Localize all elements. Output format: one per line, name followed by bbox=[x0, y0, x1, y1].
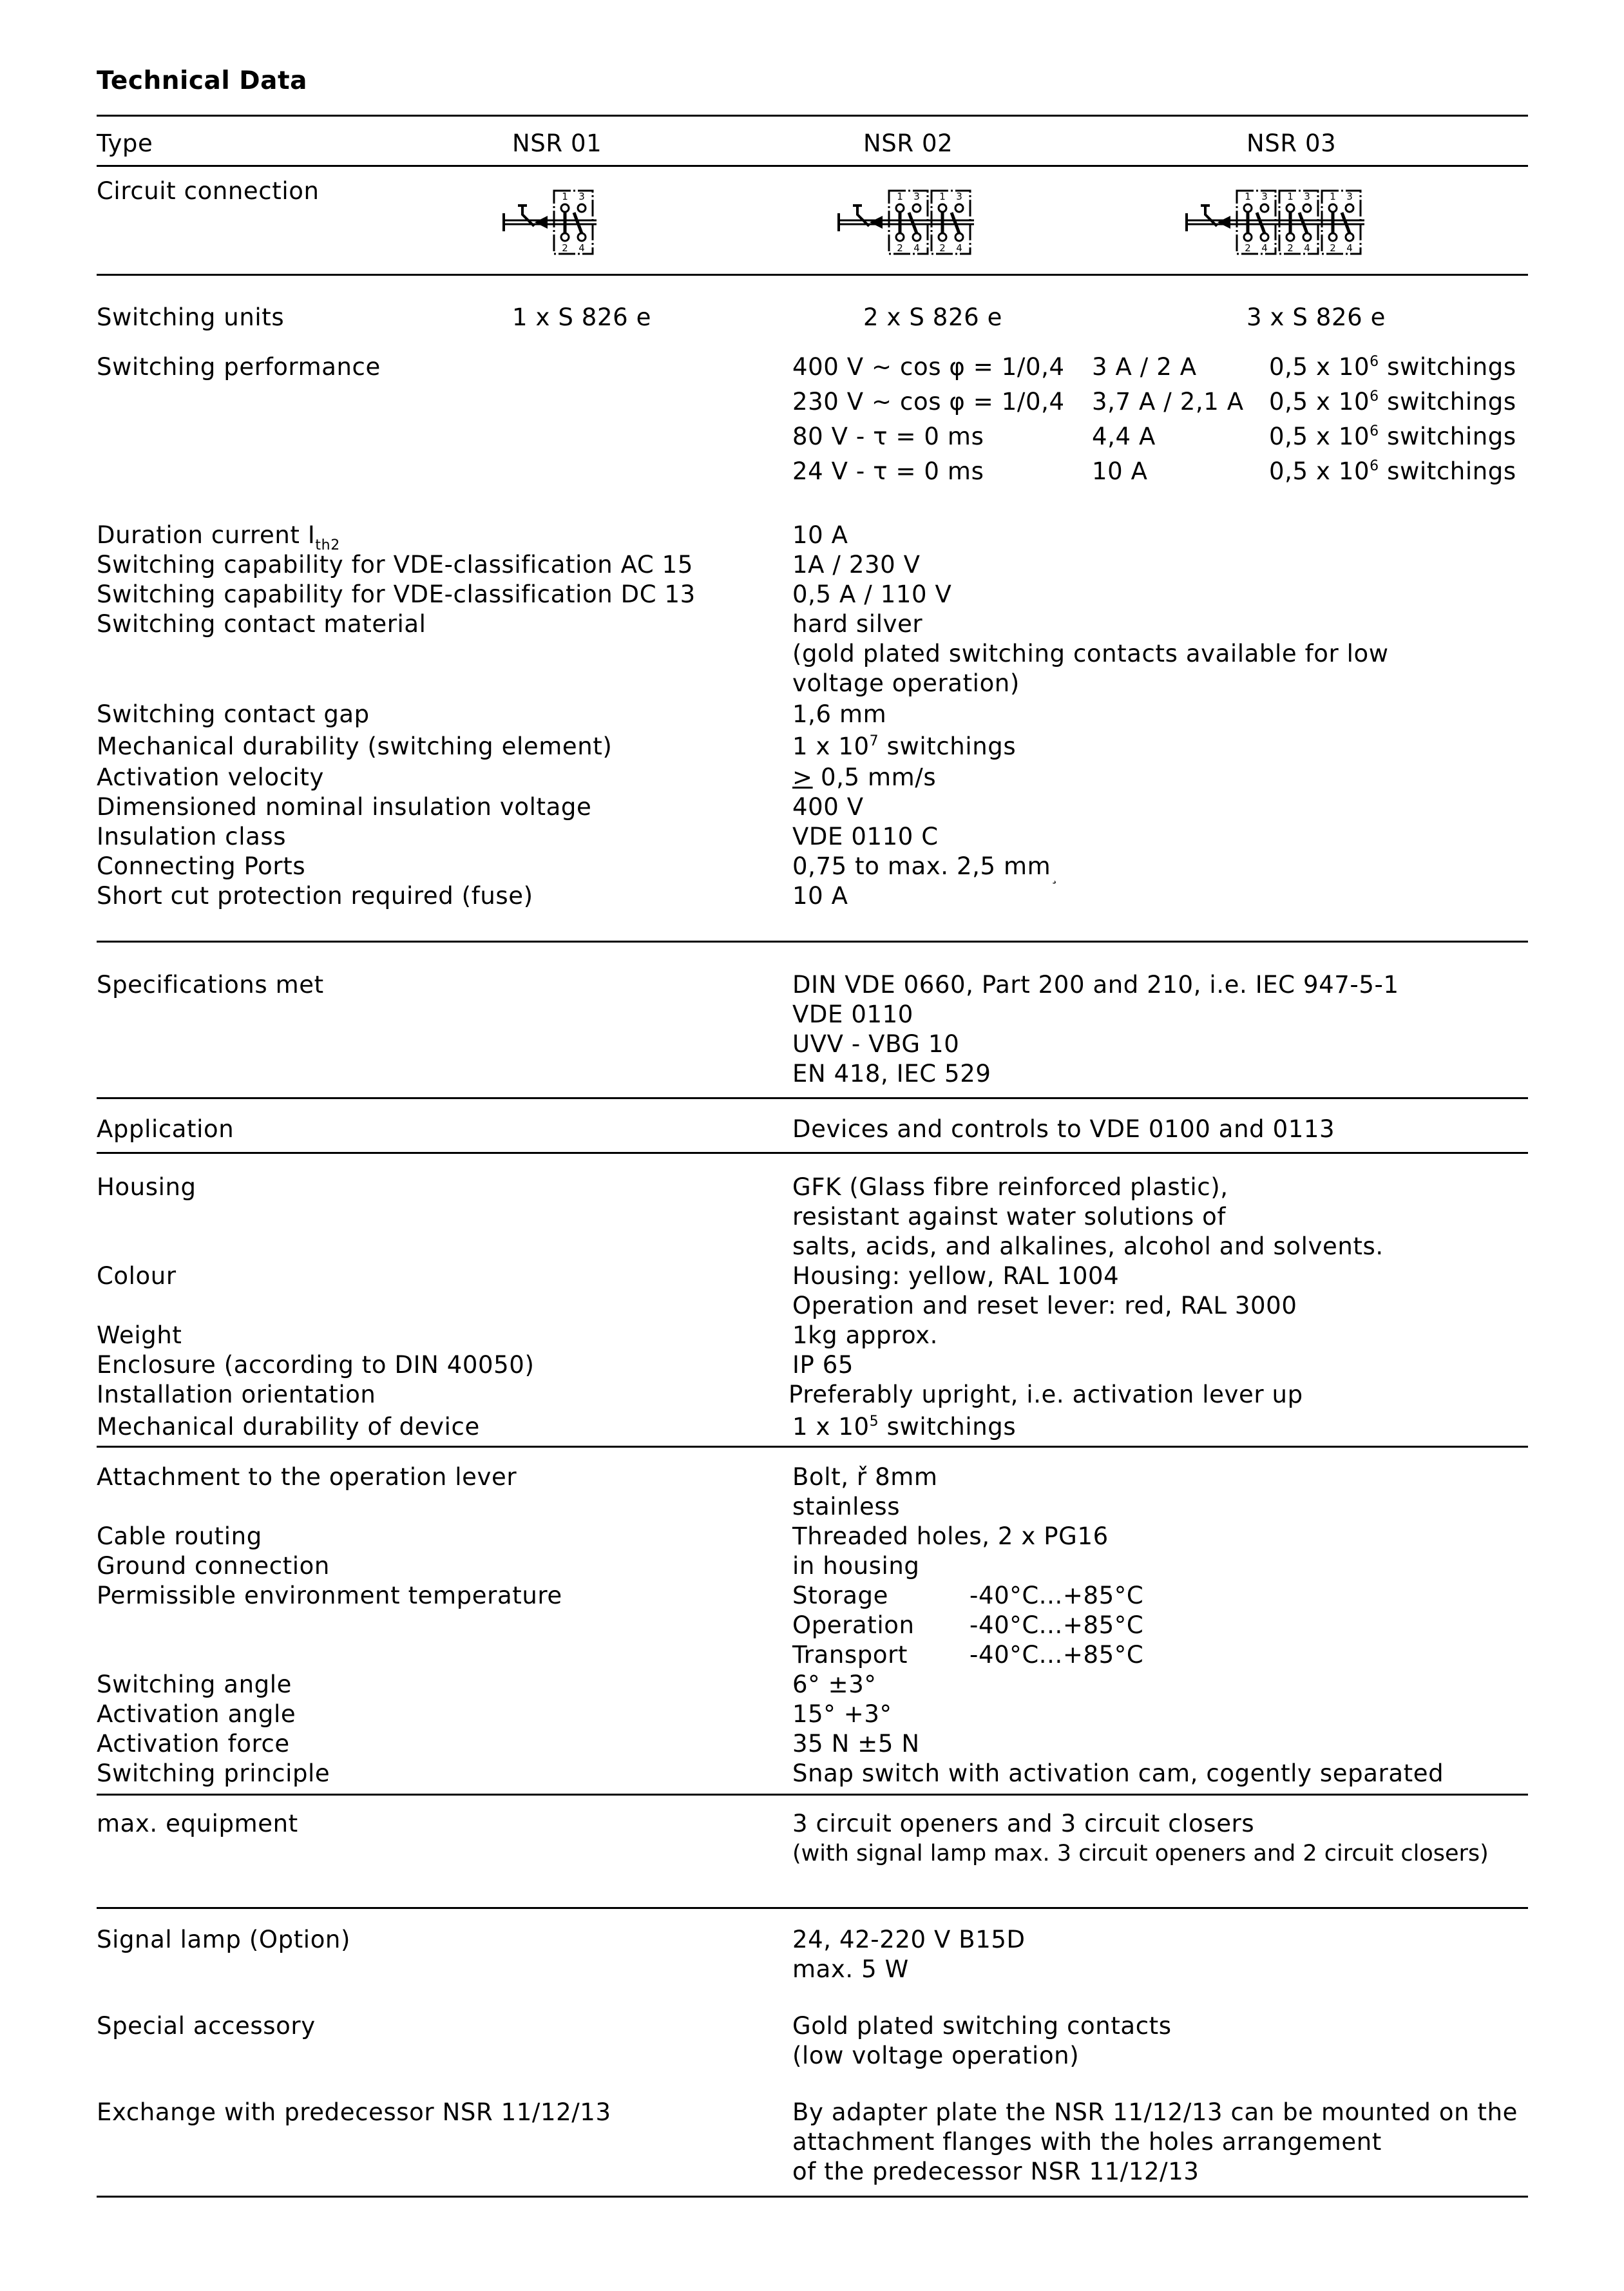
perf-current: 3,7 A / 2,1 A bbox=[1092, 388, 1244, 416]
temperature-label: Permissible environment temperature bbox=[97, 1582, 562, 1609]
specification-item: UVV - VBG 10 bbox=[792, 1030, 960, 1058]
contact-number: 1 bbox=[1245, 191, 1251, 202]
perf-life: 0,5 x $10^6$ switchings bbox=[1269, 457, 1516, 485]
perf-voltage: 80 V - τ = 0 ms bbox=[792, 423, 984, 450]
exchange-value-1: By adapter plate the NSR 11/12/13 can be mounted on the bbox=[792, 2098, 1518, 2126]
switching-principle-value: Snap switch with activation cam, cogently separated bbox=[792, 1759, 1444, 1787]
switching-units-nsr01: 1 x S 826 e bbox=[512, 303, 651, 331]
short-cut-label: Short cut protection required (fuse) bbox=[97, 882, 533, 910]
housing-label: Housing bbox=[97, 1173, 196, 1201]
ground-label: Ground connection bbox=[97, 1552, 330, 1580]
contact-number: 2 bbox=[562, 242, 568, 254]
attachment-value-2: stainless bbox=[792, 1493, 901, 1520]
activation-force-value: 35 N ±5 N bbox=[792, 1730, 920, 1758]
type-label: Type bbox=[97, 129, 153, 157]
divider bbox=[97, 115, 1528, 117]
contact-number: 1 bbox=[939, 191, 946, 202]
contact-number: 1 bbox=[1330, 191, 1336, 202]
cable-routing-label: Cable routing bbox=[97, 1522, 262, 1550]
ac15-label: Switching capability for VDE-classification AC 15 bbox=[97, 551, 693, 579]
contact-material-value-1: hard silver bbox=[792, 610, 923, 638]
switching-units-label: Switching units bbox=[97, 303, 285, 331]
contact-number: 3 bbox=[1304, 191, 1310, 202]
perf-current: 10 A bbox=[1092, 457, 1148, 485]
switching-angle-label: Switching angle bbox=[97, 1671, 292, 1698]
activation-velocity-label: Activation velocity bbox=[97, 763, 324, 791]
specification-item: DIN VDE 0660, Part 200 and 210, i.e. IEC 947-5-1 bbox=[792, 971, 1399, 999]
specifications-label: Specifications met bbox=[97, 971, 324, 999]
switching-units-nsr02: 2 x S 826 e bbox=[863, 303, 1002, 331]
device-durability-value: 1 x $10^5$ switchings bbox=[792, 1413, 1017, 1441]
switching-performance-label: Switching performance bbox=[97, 353, 381, 381]
divider bbox=[97, 941, 1528, 943]
dc13-value: 0,5 A / 110 V bbox=[792, 580, 952, 608]
exchange-label: Exchange with predecessor NSR 11/12/13 bbox=[97, 2098, 611, 2126]
divider bbox=[97, 1794, 1528, 1796]
device-durability-label: Mechanical durability of device bbox=[97, 1413, 480, 1441]
exchange-value-2: attachment flanges with the holes arrangement bbox=[792, 2128, 1382, 2156]
enclosure-label: Enclosure (according to DIN 40050) bbox=[97, 1351, 535, 1379]
colour-label: Colour bbox=[97, 1262, 177, 1290]
circuit-diagram-nsr01 bbox=[502, 187, 603, 260]
perf-life: 0,5 x $10^6$ switchings bbox=[1269, 353, 1516, 381]
switching-principle-label: Switching principle bbox=[97, 1759, 330, 1787]
divider bbox=[97, 1907, 1528, 1909]
contact-number: 3 bbox=[913, 191, 920, 202]
specification-item: VDE 0110 bbox=[792, 1001, 913, 1028]
special-accessory-label: Special accessory bbox=[97, 2012, 316, 2040]
activation-angle-label: Activation angle bbox=[97, 1700, 296, 1728]
contact-material-label: Switching contact material bbox=[97, 610, 426, 638]
colour-value-2: Operation and reset lever: red, RAL 3000 bbox=[792, 1292, 1297, 1319]
circuit-connection-label: Circuit connection bbox=[97, 177, 320, 205]
activation-force-label: Activation force bbox=[97, 1730, 290, 1758]
dc13-label: Switching capability for VDE-classification DC 13 bbox=[97, 580, 696, 608]
contact-number: 1 bbox=[1287, 191, 1294, 202]
contact-number: 3 bbox=[956, 191, 962, 202]
max-equipment-value-2: (with signal lamp max. 3 circuit openers and 2 circuit closers) bbox=[792, 1841, 1489, 1866]
type-nsr01: NSR 01 bbox=[512, 129, 602, 157]
weight-value: 1kg approx. bbox=[792, 1321, 939, 1349]
mech-durability-value: 1 x $10^7$ switchings bbox=[792, 733, 1017, 760]
special-accessory-value-2: (low voltage operation) bbox=[792, 2042, 1080, 2069]
contact-number: 3 bbox=[1261, 191, 1268, 202]
housing-value-3: salts, acids, and alkalines, alcohol and solvents. bbox=[792, 1232, 1384, 1260]
contact-number: 2 bbox=[1287, 242, 1294, 254]
application-label: Application bbox=[97, 1115, 234, 1143]
perf-voltage: 400 V ~ cos φ = 1/0,4 bbox=[792, 353, 1065, 381]
insulation-voltage-label: Dimensioned nominal insulation voltage bbox=[97, 793, 592, 821]
exchange-value-3: of the predecessor NSR 11/12/13 bbox=[792, 2158, 1199, 2185]
attachment-value-1: Bolt, ř 8mm bbox=[792, 1463, 938, 1491]
temperature-storage-name: Storage bbox=[792, 1582, 888, 1609]
circuit-symbol-icon bbox=[1185, 187, 1371, 258]
ground-value: in housing bbox=[792, 1552, 920, 1580]
signal-lamp-value-2: max. 5 W bbox=[792, 1955, 909, 1983]
divider bbox=[97, 1152, 1528, 1154]
circuit-symbol-icon bbox=[502, 187, 603, 258]
contact-number: 1 bbox=[897, 191, 903, 202]
circuit-diagram-nsr02 bbox=[837, 187, 980, 260]
temperature-transport-name: Transport bbox=[792, 1641, 908, 1669]
perf-voltage: 230 V ~ cos φ = 1/0,4 bbox=[792, 388, 1065, 416]
orientation-value: Preferably upright, i.e. activation lever up bbox=[788, 1381, 1303, 1408]
max-equipment-value-1: 3 circuit openers and 3 circuit closers bbox=[792, 1810, 1255, 1837]
cable-routing-value: Threaded holes, 2 x PG16 bbox=[792, 1522, 1109, 1550]
mech-durability-label: Mechanical durability (switching element) bbox=[97, 733, 613, 760]
contact-gap-value: 1,6 mm bbox=[792, 700, 887, 728]
contact-number: 1 bbox=[562, 191, 568, 202]
contact-gap-label: Switching contact gap bbox=[97, 700, 370, 728]
colour-value-1: Housing: yellow, RAL 1004 bbox=[792, 1262, 1120, 1290]
temperature-operation-name: Operation bbox=[792, 1611, 915, 1639]
divider bbox=[97, 1446, 1528, 1448]
contact-number: 4 bbox=[578, 242, 585, 254]
divider bbox=[97, 274, 1528, 276]
switching-units-nsr03: 3 x S 826 e bbox=[1247, 303, 1386, 331]
contact-number: 4 bbox=[956, 242, 962, 254]
orientation-label: Installation orientation bbox=[97, 1381, 376, 1408]
enclosure-value: IP 65 bbox=[792, 1351, 854, 1379]
insulation-voltage-value: 400 V bbox=[792, 793, 864, 821]
activation-angle-value: 15° +3° bbox=[792, 1700, 892, 1728]
contact-number: 4 bbox=[1304, 242, 1310, 254]
housing-value-1: GFK (Glass fibre reinforced plastic), bbox=[792, 1173, 1228, 1201]
switching-angle-value: 6° ±3° bbox=[792, 1671, 877, 1698]
contact-number: 3 bbox=[1346, 191, 1353, 202]
perf-voltage: 24 V - τ = 0 ms bbox=[792, 457, 984, 485]
short-cut-value: 10 A bbox=[792, 882, 848, 910]
temperature-operation-range: -40°C...+85°C bbox=[970, 1611, 1144, 1639]
special-accessory-value-1: Gold plated switching contacts bbox=[792, 2012, 1172, 2040]
insulation-class-label: Insulation class bbox=[97, 823, 287, 850]
contact-material-value-2: (gold plated switching contacts available for low bbox=[792, 640, 1389, 667]
perf-life: 0,5 x $10^6$ switchings bbox=[1269, 388, 1516, 416]
perf-life: 0,5 x $10^6$ switchings bbox=[1269, 423, 1516, 450]
connecting-ports-value: 0,75 to max. 2,5 $mm_¸$ bbox=[792, 852, 1058, 885]
max-equipment-label: max. equipment bbox=[97, 1810, 298, 1837]
contact-number: 4 bbox=[1261, 242, 1268, 254]
attachment-label: Attachment to the operation lever bbox=[97, 1463, 517, 1491]
signal-lamp-value-1: 24, 42-220 V B15D bbox=[792, 1926, 1026, 1953]
page-title: Technical Data bbox=[97, 66, 307, 95]
contact-number: 2 bbox=[1245, 242, 1251, 254]
contact-number: 4 bbox=[1346, 242, 1353, 254]
type-nsr03: NSR 03 bbox=[1247, 129, 1337, 157]
activation-velocity-value: > 0,5 mm/s bbox=[792, 763, 937, 791]
perf-current: 4,4 A bbox=[1092, 423, 1156, 450]
duration-current-value: 10 A bbox=[792, 521, 848, 549]
specification-item: EN 418, IEC 529 bbox=[792, 1060, 991, 1088]
connecting-ports-label: Connecting Ports bbox=[97, 852, 306, 880]
ac15-value: 1A / 230 V bbox=[792, 551, 921, 579]
contact-number: 4 bbox=[913, 242, 920, 254]
duration-current-label: Duration current $I_{th2}$ bbox=[97, 521, 340, 553]
housing-value-2: resistant against water solutions of bbox=[792, 1203, 1227, 1231]
temperature-transport-range: -40°C...+85°C bbox=[970, 1641, 1144, 1669]
application-value: Devices and controls to VDE 0100 and 0113 bbox=[792, 1115, 1335, 1143]
contact-number: 2 bbox=[1330, 242, 1336, 254]
contact-material-value-3: voltage operation) bbox=[792, 669, 1020, 697]
type-nsr02: NSR 02 bbox=[863, 129, 953, 157]
signal-lamp-label: Signal lamp (Option) bbox=[97, 1926, 351, 1953]
contact-number: 2 bbox=[897, 242, 903, 254]
contact-number: 2 bbox=[939, 242, 946, 254]
circuit-symbol-icon bbox=[837, 187, 980, 258]
divider bbox=[97, 165, 1528, 167]
insulation-class-value: VDE 0110 C bbox=[792, 823, 939, 850]
divider bbox=[97, 2196, 1528, 2198]
temperature-storage-range: -40°C...+85°C bbox=[970, 1582, 1144, 1609]
contact-number: 3 bbox=[578, 191, 585, 202]
weight-label: Weight bbox=[97, 1321, 182, 1349]
circuit-diagram-nsr03 bbox=[1185, 187, 1371, 260]
perf-current: 3 A / 2 A bbox=[1092, 353, 1197, 381]
divider bbox=[97, 1097, 1528, 1099]
